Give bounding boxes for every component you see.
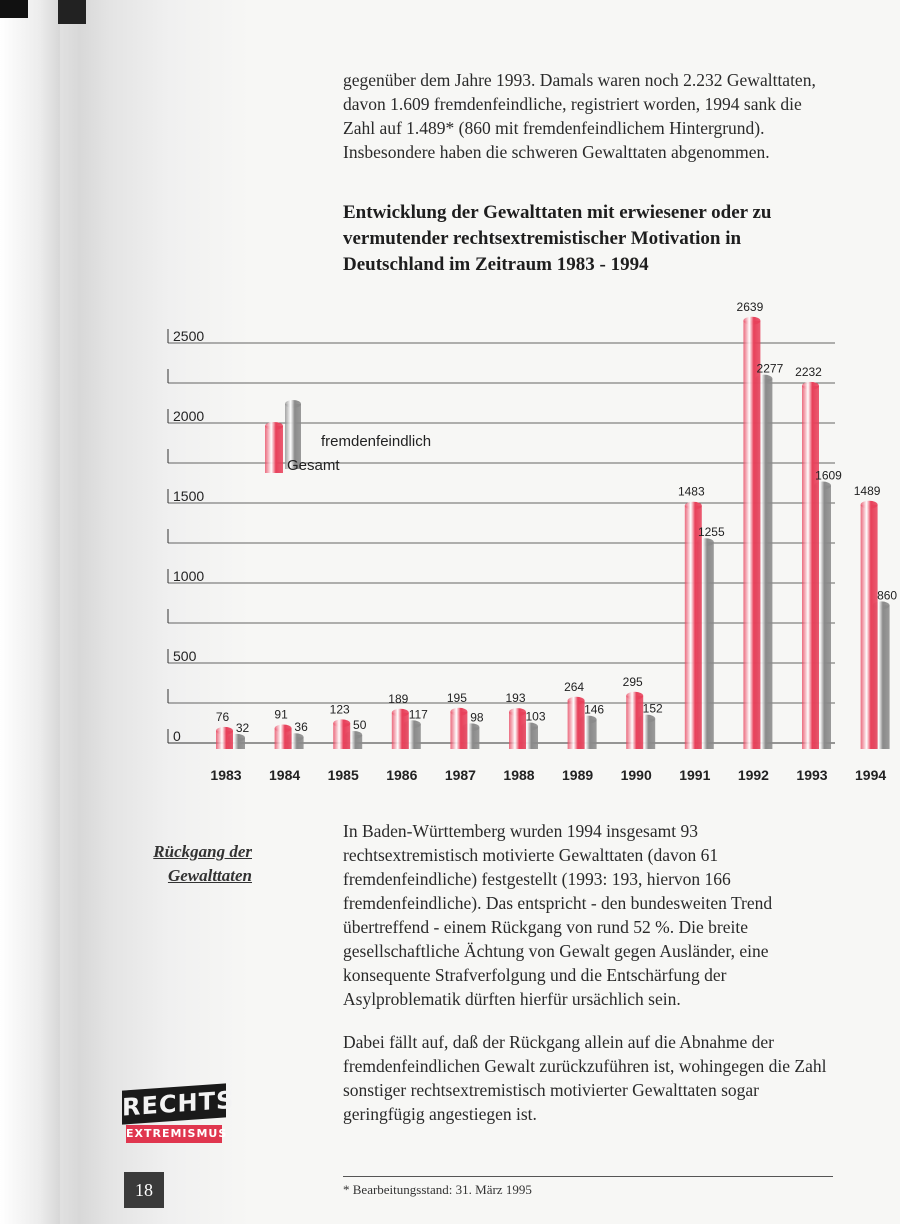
data-label-fremdenfeindlich: 117 — [408, 707, 428, 722]
chart-heading: Entwicklung der Gewalttaten mit erwiesener oder zu vermutender rechtsextremistischer Motivation in Deutschland im Zeitraum 1983 - 1994 — [343, 202, 772, 275]
legend-swatch-gesamt-cap — [265, 422, 283, 430]
bar-gesamt — [509, 712, 526, 749]
data-label-gesamt: 2232 — [795, 364, 822, 379]
data-label-fremdenfeindlich: 152 — [642, 701, 663, 716]
y-tick-label: 2500 — [173, 328, 205, 344]
side-heading — [112, 840, 252, 888]
legend-label-gesamt: Gesamt — [287, 457, 340, 474]
bar-gesamt-cap — [743, 317, 760, 325]
y-tick-label: 2000 — [173, 408, 205, 424]
data-label-gesamt: 264 — [564, 679, 585, 694]
scan-corner-mark — [0, 0, 28, 18]
bar-gesamt — [802, 386, 819, 749]
data-label-gesamt: 189 — [388, 691, 409, 706]
x-tick-label: 1993 — [796, 767, 828, 783]
data-label-gesamt: 91 — [274, 707, 288, 722]
legend-swatch-gesamt — [265, 426, 283, 473]
y-tick-label: 0 — [173, 728, 181, 744]
scan-corner-mark — [58, 0, 86, 24]
bar-gesamt — [392, 713, 409, 749]
footnote: * Bearbeitungsstand: 31. März 1995 — [343, 1182, 532, 1197]
y-tick-label: 500 — [173, 648, 197, 664]
data-label-fremdenfeindlich: 1609 — [815, 468, 842, 483]
rechtsextremismus-logo — [120, 1085, 235, 1155]
x-tick-label: 1992 — [737, 767, 769, 783]
x-tick-label: 1988 — [503, 767, 535, 783]
bar-gesamt-cap — [626, 692, 643, 700]
legend-swatch-fremdenfeindlich-cap — [285, 400, 301, 408]
x-tick-label: 1989 — [562, 767, 594, 783]
y-tick-label: 1500 — [173, 488, 205, 504]
bar-gesamt-cap — [509, 708, 526, 716]
data-label-gesamt: 123 — [329, 702, 350, 717]
paragraph-baden-wuerttemberg: In Baden-Württemberg wurden 1994 insgesamt 93 rechtsextremistisch motivierte Gewalttaten (davon 61 fremdenfeindliche) festgestellt (1993: 193, hiervon 166 fremdenfeindliche). Das entspricht - den bundesweiten Trend übertreffend - einem Rückgang von rund 52 %. Die breite gesellschaftliche Ächtung von Gewalt gegen Ausländer, eine konsequente Strafverfolgung und die Entschärfung der Asylproblematik dürften hierfür ursächlich sein. — [343, 821, 773, 1009]
data-label-gesamt: 76 — [215, 709, 230, 724]
bar-gesamt-cap — [802, 382, 819, 390]
x-tick-label: 1985 — [327, 767, 359, 783]
side-heading-line: Gewalttaten — [167, 866, 252, 885]
bar-gesamt-cap — [275, 724, 292, 732]
bar-chart — [0, 300, 900, 800]
data-label-gesamt: 1489 — [853, 483, 881, 498]
paragraph-rueckgang: Dabei fällt auf, daß der Rückgang allein auf die Abnahme der fremdenfeindlichen Gewalt zurückzuführen ist, wohingegen die Zahl sonstiger rechtsextremistisch motivierter Gewalttaten sogar geringfügig angestiegen ist. — [343, 1032, 827, 1124]
data-label-fremdenfeindlich: 2277 — [756, 361, 784, 376]
data-label-fremdenfeindlich: 98 — [470, 710, 484, 725]
data-label-gesamt: 195 — [446, 690, 467, 705]
legend-label-fremdenfeindlich: fremdenfeindlich — [321, 433, 432, 450]
x-tick-label: 1987 — [444, 767, 476, 783]
data-label-fremdenfeindlich: 103 — [525, 709, 546, 724]
x-tick-label: 1984 — [269, 767, 301, 783]
bar-gesamt-cap — [216, 727, 233, 735]
bar-gesamt — [861, 505, 878, 749]
x-tick-label: 1990 — [620, 767, 652, 783]
x-tick-label: 1991 — [679, 767, 711, 783]
data-label-fremdenfeindlich: 860 — [877, 588, 898, 603]
bar-gesamt-cap — [333, 719, 350, 727]
page-number: 18 — [124, 1172, 164, 1208]
data-label-gesamt: 193 — [505, 691, 526, 706]
x-tick-label: 1994 — [855, 767, 887, 783]
side-heading-line: Rückgang der — [153, 842, 252, 861]
logo-word-bottom: EXTREMISMUS — [126, 1125, 222, 1143]
bar-gesamt-cap — [392, 709, 409, 717]
intro-paragraph: gegenüber dem Jahre 1993. Damals waren noch 2.232 Gewalttaten, davon 1.609 fremdenfeindliche, registriert worden, 1994 sank die Zahl auf 1.489* (860 mit fremdenfeindlichem Hintergrund). Insbesondere haben die schweren Gewalttaten abgenommen. — [343, 70, 816, 162]
data-label-gesamt: 1483 — [677, 484, 705, 499]
bar-gesamt — [743, 321, 760, 749]
bar-gesamt-cap — [568, 697, 585, 705]
bar-gesamt-cap — [450, 708, 467, 716]
y-tick-label: 1000 — [173, 568, 205, 584]
bar-gesamt — [685, 506, 702, 749]
x-tick-label: 1983 — [210, 767, 242, 783]
bar-gesamt-cap — [685, 502, 702, 510]
bar-gesamt — [450, 712, 467, 749]
bar-gesamt-cap — [861, 501, 878, 509]
data-label-gesamt: 295 — [622, 674, 643, 689]
bar-gesamt — [568, 701, 585, 749]
data-label-gesamt: 2639 — [736, 300, 764, 314]
logo-word-top: RECHTS — [122, 1083, 226, 1124]
data-label-fremdenfeindlich: 146 — [584, 702, 605, 717]
data-label-fremdenfeindlich: 36 — [294, 720, 308, 735]
data-label-fremdenfeindlich: 32 — [235, 720, 250, 735]
bar-gesamt — [626, 696, 643, 749]
data-label-fremdenfeindlich: 50 — [353, 718, 367, 732]
footnote-rule — [343, 1176, 833, 1177]
data-label-fremdenfeindlich: 1255 — [697, 525, 725, 540]
x-tick-label: 1986 — [386, 767, 418, 783]
